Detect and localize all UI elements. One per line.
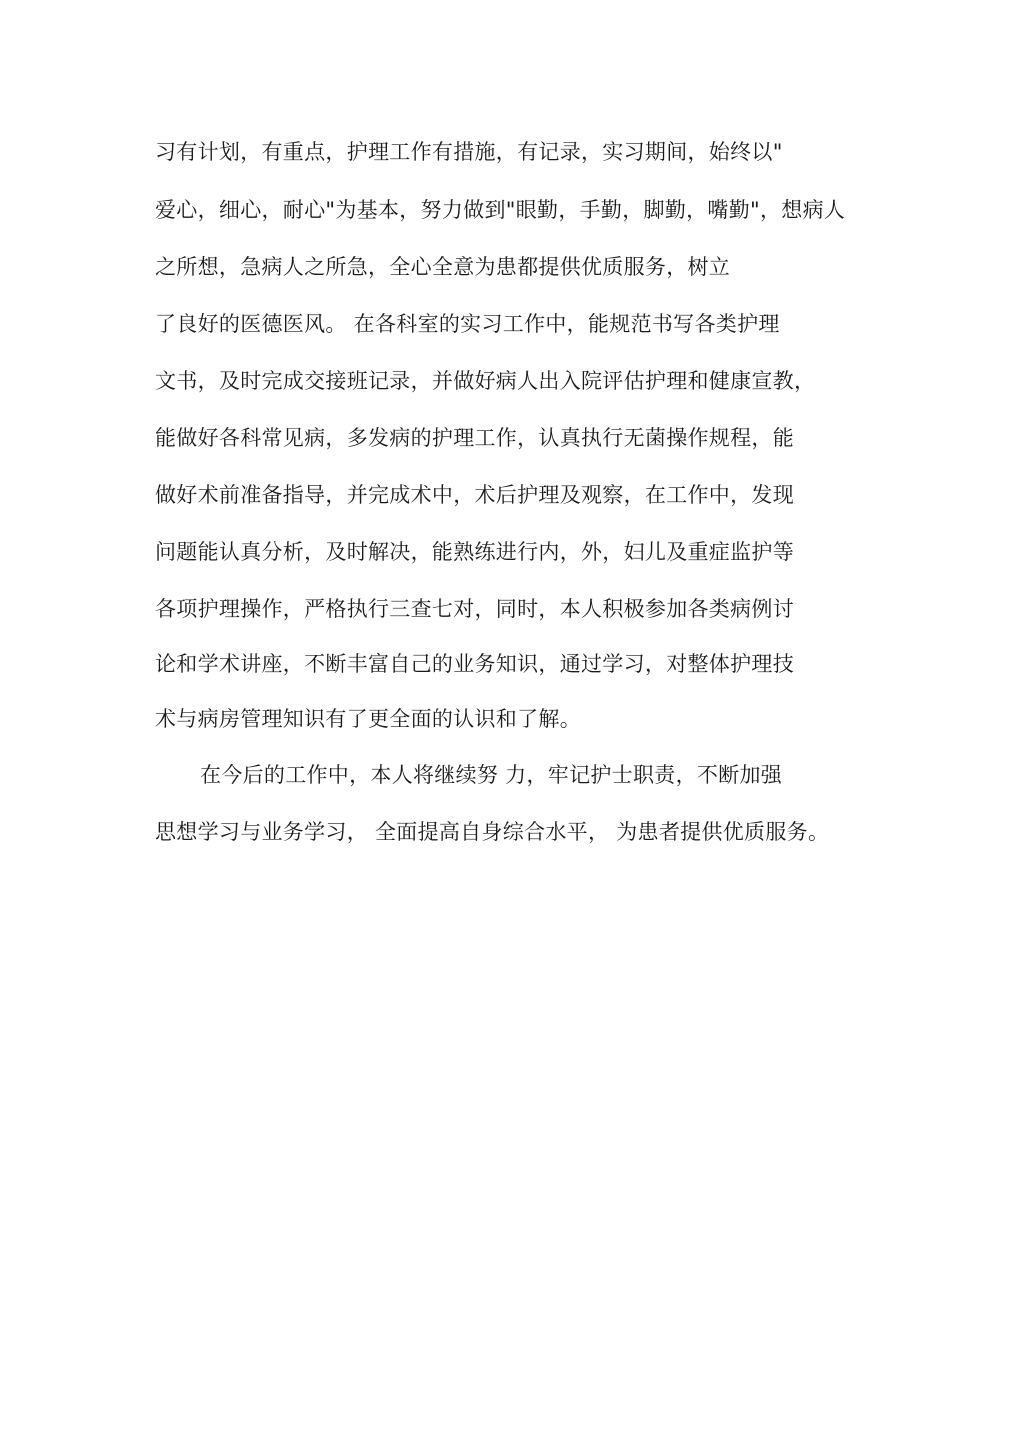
paragraph-line-10: 论和学术讲座，不断丰富自己的业务知识，通过学习，对整体护理技: [155, 652, 794, 676]
paragraph-line-7: 做好术前准备指导，并完成术中，术后护理及观察，在工作中，发现: [155, 483, 794, 507]
paragraph-line-5: 文书，及时完成交接班记录，并做好病人出入院评估护理和健康宣教，: [155, 369, 816, 393]
paragraph-line-6: 能做好各科常见病，多发病的护理工作，认真执行无菌操作规程，能: [155, 426, 794, 450]
paragraph-line-2: 爱心，细心，耐心"为基本，努力做到"眼勤，手勤，脚勤，嘴勤"，想病人: [155, 198, 846, 222]
paragraph-line-8: 问题能认真分析，及时解决，能熟练进行内，外，妇儿及重症监护等: [155, 540, 794, 564]
paragraph-line-12: 在今后的工作中，本人将继续努 力，牢记护士职责，不断加强: [200, 763, 783, 787]
paragraph-line-3: 之所想，急病人之所急，全心全意为患都提供优质服务，树立: [155, 255, 731, 279]
paragraph-line-13: 思想学习与业务学习， 全面提高自身综合水平， 为患者提供优质服务。: [155, 820, 830, 844]
paragraph-line-11: 术与病房管理知识有了更全面的认识和了解。: [155, 707, 581, 731]
paragraph-line-4: 了良好的医德医风。 在各科室的实习工作中，能规范书写各类护理: [155, 312, 780, 336]
paragraph-line-9: 各项护理操作，严格执行三查七对，同时，本人积极参加各类病例讨: [155, 597, 794, 621]
paragraph-line-1: 习有计划，有重点，护理工作有措施，有记录，实习期间，始终以": [155, 140, 783, 164]
